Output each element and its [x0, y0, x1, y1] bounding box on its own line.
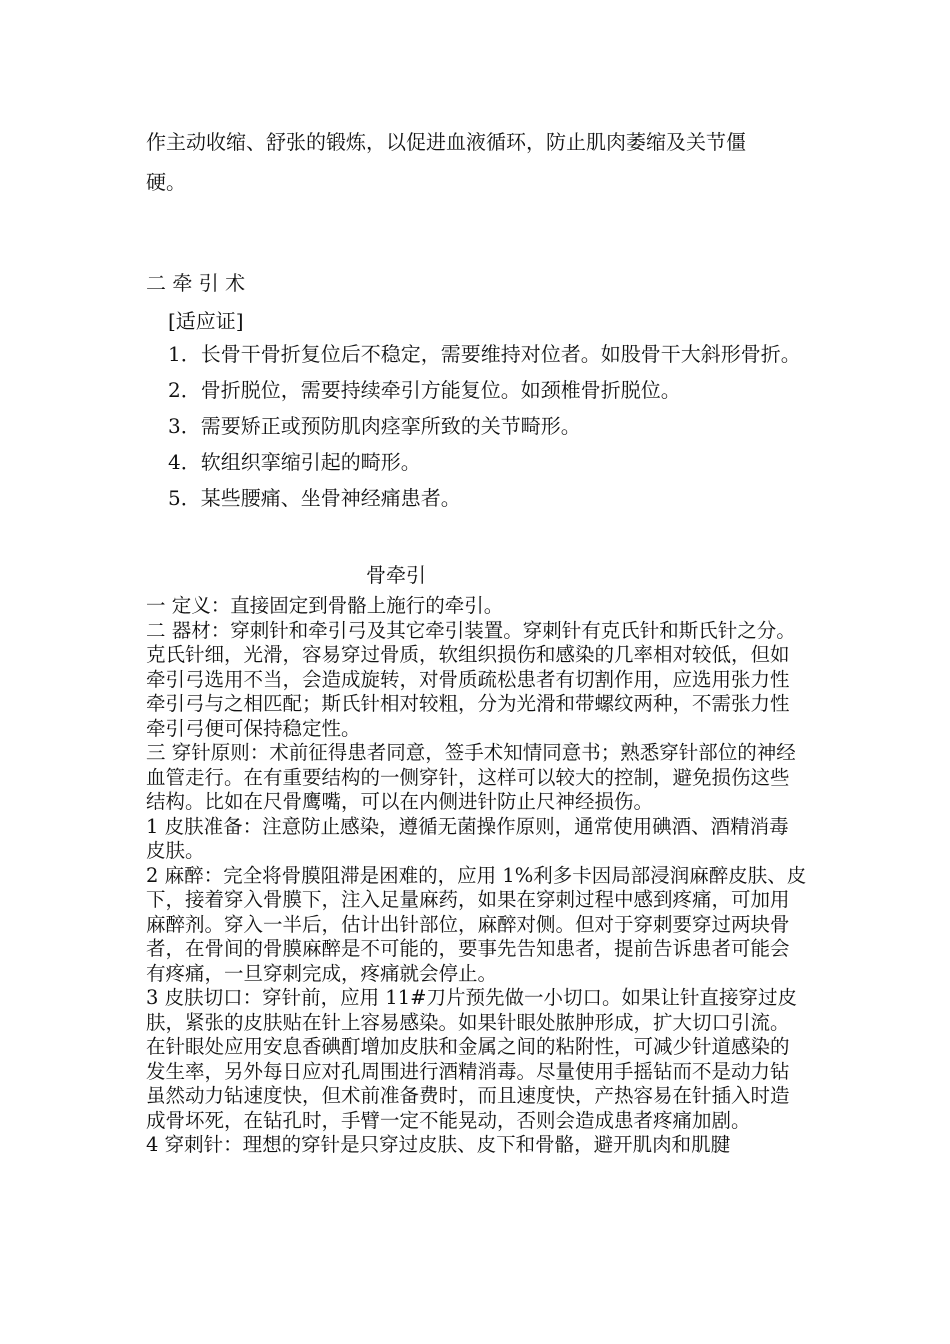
indication-item: 4．软组织挛缩引起的畸形。 — [168, 450, 421, 474]
definition-paragraph: 一 定义：直接固定到骨骼上施行的牵引。 — [146, 594, 504, 617]
indications-label: [适应证] — [168, 309, 244, 333]
skin-prep-paragraph: 1 皮肤准备：注意防止感染，遵循无菌操作原则，通常使用碘酒、酒精消毒皮肤。 — [146, 814, 789, 862]
indication-item: 5．某些腰痛、坐骨神经痛患者。 — [168, 486, 461, 510]
equipment-paragraph: 二 器材：穿刺针和牵引弓及其它牵引装置。穿刺针有克氏针和斯氏针之分。克氏针细，光滑，容易穿过骨质，软组织损伤和感染的几率相对较低，但如牵引弓选用不当，会造成旋转，对骨质疏松患者有切割作用，应选用张力性牵引弓与之相匹配；斯氏针相对较粗，分为光滑和带螺纹两种，不需张力性牵引弓便可保持稳定性。 — [146, 618, 796, 740]
intro-paragraph — [146, 122, 806, 202]
principle-paragraph: 三 穿针原则：术前征得患者同意，签手术知情同意书；熟悉穿针部位的神经血管走行。在有重要结构的一侧穿针，这样可以较大的控制，避免损伤这些结构。比如在尺骨鹰嘴，可以在内侧进针防止尺神经损伤。 — [146, 741, 796, 813]
intro-line: 硬。 — [146, 170, 186, 194]
incision-paragraph: 3 皮肤切口：穿针前，应用 11#刀片预先做一小切口。如果让针直接穿过皮肤，紧张的皮肤贴在针上容易感染。如果针眼处脓肿形成，扩大切口引流。在针眼处应用安息香碘酊增加皮肤和金属之间的粘附性，可减少针道感染的发生率，另外每日应对孔周围进行酒精消毒。尽量使用手摇钻而不是动力钻 虽然动力钻速度快，但术前准备费时，而且速度快，产热容易在针插入时造成骨坏死，在钻孔时，手臂一定不能晃动，否则会造成患者疼痛加剧。 — [146, 986, 797, 1132]
needle-paragraph: 4 穿刺针：理想的穿针是只穿过皮肤、皮下和骨骼，避开肌肉和肌腱 — [146, 1133, 731, 1156]
anesthesia-paragraph: 2 麻醉：完全将骨膜阻滞是困难的，应用 1%利多卡因局部浸润麻醉皮肤、皮下，接着穿入骨膜下，注入足量麻药，如果在穿刺过程中感到疼痛，可加用麻醉剂。穿入一半后，估计出针部位，麻醉对侧。但对于穿刺要穿过两块骨者，在骨间的骨膜麻醉是不可能的，要事先告知患者，提前告诉患者可能会有疼痛，一旦穿刺完成，疼痛就会停止。 — [146, 863, 807, 985]
indication-item: 3．需要矫正或预防肌肉痉挛所致的关节畸形。 — [168, 414, 581, 438]
indications-section — [146, 306, 806, 516]
indication-item: 1．长骨干骨折复位后不稳定，需要维持对位者。如股骨干大斜形骨折。 — [168, 342, 801, 366]
skeletal-traction-body — [146, 594, 808, 1158]
intro-line: 作主动收缩、舒张的锻炼，以促进血液循环，防止肌肉萎缩及关节僵 — [146, 130, 746, 154]
indication-item: 2．骨折脱位，需要持续牵引方能复位。如颈椎骨折脱位。 — [168, 378, 681, 402]
section-heading: 二 牵 引 术 — [146, 271, 246, 295]
subsection-title: 骨牵引 — [366, 563, 426, 587]
